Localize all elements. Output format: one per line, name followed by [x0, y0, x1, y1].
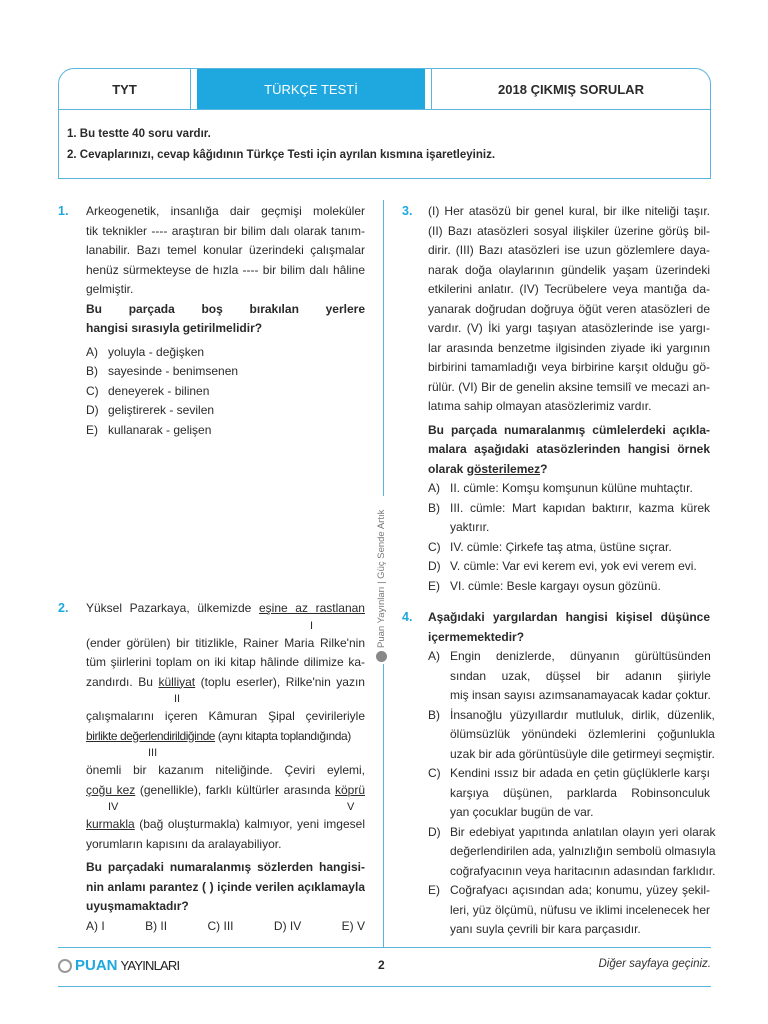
option-letter: A)	[86, 344, 98, 359]
text: Yüksel Pazarkaya, ülkemizde	[86, 601, 259, 615]
text: ?	[540, 461, 548, 476]
passage-line: latıma sahip olmayan atasözlerimiz vardır.	[428, 399, 652, 413]
logo-yayinlari: YAYINLARI	[120, 958, 180, 973]
question-stem: içermemektedir?	[428, 629, 525, 644]
option-letter: B)	[428, 500, 440, 515]
option-c[interactable]	[428, 538, 710, 558]
publisher-emblem-icon	[58, 959, 72, 973]
option-text	[108, 343, 365, 363]
footer-bottom-line	[58, 986, 711, 987]
puan-logo-icon	[376, 651, 387, 662]
option-e[interactable]	[428, 881, 710, 940]
passage-line: çalışmalarını içeren Kâmuran Şipal çevirileriyle	[86, 709, 365, 723]
underlined-phrase-5: köprü	[334, 782, 365, 797]
instructions	[59, 110, 710, 166]
option-line: coğrafyacının veya haritacının adasından farklıdır.	[450, 863, 716, 878]
passage-line	[86, 727, 365, 747]
option-text	[450, 557, 710, 577]
passage-line: rülür. (VI) Bir de genelin aksine temsilî ve mecazi an-	[428, 379, 710, 394]
option-text	[450, 577, 710, 597]
option-c[interactable]: C) III	[207, 918, 234, 933]
passage-line: tik teknikler ---- araştıran bir bilim dalı olarak tanım-	[86, 223, 365, 238]
option-letter: D)	[428, 824, 441, 839]
option-line: Bir edebiyat yapıtında anlatılan olayın yeri olarak	[450, 824, 716, 839]
passage-line: lar arasında benzetme ilgisinden ziyade iki yargının	[428, 340, 710, 355]
passage-line: narak doğa olaylarının gündelik yaşam üzerindeki	[428, 262, 710, 277]
option-a[interactable]	[428, 479, 710, 499]
passage-line: lanabilir. Bazı temel konular üzerindeki çalışmalar	[86, 243, 365, 257]
option-e[interactable]	[428, 577, 710, 597]
option-line: geliştirerek - sevilen	[108, 403, 215, 417]
option-d[interactable]	[428, 823, 716, 882]
passage-line: gelmiştir.	[86, 282, 134, 296]
option-e[interactable]	[86, 421, 365, 441]
question-2-number: 2.	[58, 601, 69, 615]
underlined-phrase-3: birlikte değerlendirildiğinde	[86, 728, 216, 743]
option-a[interactable]: A) I	[86, 918, 105, 933]
option-text	[450, 764, 710, 823]
option-text	[450, 881, 710, 940]
passage-line: henüz sürmekteyse de hızla ---- bir bilim dalı hâline	[86, 262, 365, 277]
question-2	[86, 599, 365, 936]
option-text	[450, 499, 710, 538]
option-line: miş insan sayısı azımsanamayacak kadar çoktur.	[450, 688, 711, 702]
option-letter: E)	[428, 578, 440, 593]
text: (bağ oluşturmakla) kalmıyor, yeni imgesel	[134, 817, 365, 831]
numeral-row	[86, 800, 365, 815]
underlined-phrase-4: çoğu kez	[86, 782, 136, 797]
question-stem: uyuşmamaktadır?	[86, 899, 189, 913]
question-stem: Bu parçada numaralanmış cümlelerdeki açıkla-	[428, 422, 710, 437]
option-line: yan çocuklar bugün de var.	[450, 805, 594, 819]
option-line: yanı suyla çevrili bir kara parçasıdır.	[450, 922, 641, 936]
passage-line: birbirini tamamladığı veya birbirine karşıt olduğu gö-	[428, 360, 710, 374]
question-stem	[428, 460, 710, 480]
passage-line: Arkeogenetik, insanlığa dair geçmişi moleküler	[86, 204, 365, 218]
passage-line: yanarak doğrudan doğruya öğüt veren atasözleri de	[428, 301, 710, 316]
option-line: VI. cümle: Besle kargayı oysun gözünü.	[450, 578, 661, 593]
option-letter: A)	[428, 649, 440, 663]
question-1	[86, 202, 365, 440]
test-header	[58, 68, 711, 179]
question-3-number: 3.	[402, 204, 413, 218]
option-letter: C)	[428, 539, 441, 554]
option-letter: B)	[428, 707, 440, 722]
option-text	[108, 421, 365, 441]
passage-line: etkilerini anlatır. (IV) Tecrübelere veya mantığa da-	[428, 282, 710, 296]
passage-line	[86, 673, 365, 693]
option-line: Coğrafyacı açısından ada; konumu, yüzey şekil-	[450, 883, 710, 897]
side-slogan-text: Puan Yayınları | Güç Sende Artık	[376, 509, 387, 648]
header-tabs	[59, 69, 710, 110]
option-line: II. cümle: Komşu komşunun külüne muhtaçtır.	[450, 481, 693, 495]
option-letter: C)	[86, 383, 99, 398]
option-e[interactable]: E) V	[341, 918, 365, 933]
question-4	[428, 608, 716, 940]
underlined-phrase-1: eşine az rastlanan	[258, 601, 365, 615]
passage-line: yorumların kapısını da aralayabiliyor.	[86, 836, 282, 851]
numeral-row	[86, 692, 365, 707]
option-a[interactable]	[428, 647, 710, 706]
option-letter: D)	[428, 559, 441, 573]
option-line: yoluyla - değişken	[108, 344, 205, 359]
option-letter: E)	[428, 883, 440, 897]
option-b[interactable]	[428, 499, 710, 538]
question-stem: Bu parçadaki numaralanmış sözlerden hangisi-	[86, 860, 365, 874]
footer-top-line	[58, 947, 711, 948]
option-b[interactable]	[428, 706, 715, 765]
numeral-i: I	[310, 619, 314, 632]
passage-line: vardır. (V) İki yargı taşıyan atasözlerinde ise yargı-	[428, 321, 710, 335]
text: (genellikle), farklı kültürler arasında	[135, 782, 335, 797]
option-text	[450, 647, 711, 706]
option-letter: B)	[86, 364, 98, 378]
passage-line: (I) Her atasözü bir genel kural, bir ilke niteliği taşır.	[428, 204, 710, 218]
question-stem: hangisi sırasıyla getirilmelidir?	[86, 321, 263, 335]
option-b[interactable]: B) II	[145, 918, 168, 933]
option-line: yaktırır.	[450, 520, 490, 534]
option-c[interactable]	[428, 764, 710, 823]
page-number: 2	[378, 958, 385, 972]
numeral-row	[86, 619, 365, 634]
option-text	[450, 823, 716, 882]
question-1-number: 1.	[58, 204, 69, 218]
passage-line: (II) Bazı atasözleri sosyal ilişkiler üzerine görüş bil-	[428, 223, 710, 238]
passage-line: önemli bir kazanım niteliğinde. Çeviri eylemi,	[86, 763, 365, 777]
instruction-2: 2. Cevaplarınızı, cevap kâğıdının Türkçe Testi için ayrılan kısmına işaretleyiniz.	[67, 149, 496, 161]
passage-line: tüm şiirlerini toplam on iki kitap hâlinde dilimize ka-	[86, 655, 365, 669]
option-line: Engin denizlerde, dünyanın gürültüsünden	[450, 649, 711, 663]
question-3	[428, 202, 710, 596]
numeral-iv: IV	[108, 801, 119, 813]
numeral-iii: III	[148, 747, 158, 759]
question-4-number: 4.	[402, 610, 413, 624]
option-line: IV. cümle: Çirkefe taş atma, üstüne sıçrar.	[450, 539, 672, 554]
option-a[interactable]	[86, 343, 365, 363]
option-text	[450, 706, 715, 765]
option-line: sından uzak, düşsel bir adanın şiiriyle	[450, 668, 711, 683]
underlined-phrase-2: külliyat	[158, 674, 196, 689]
option-line: V. cümle: Var evi kerem evi, yok evi verem evi.	[450, 559, 697, 573]
question-stem: Bu parçada boş bırakılan yerlere	[86, 301, 365, 316]
option-letter: E)	[86, 422, 98, 437]
option-c[interactable]	[86, 382, 365, 402]
passage-line	[86, 599, 365, 619]
passage-line	[86, 781, 365, 801]
option-line: Kendini ıssız bir adada en çetin güçlüklerle karşı	[450, 766, 710, 780]
option-line: sayesinde - benimsenen	[108, 364, 239, 378]
numeral-ii: II	[174, 693, 181, 705]
option-b[interactable]	[86, 362, 365, 382]
option-text	[108, 382, 365, 402]
option-d[interactable]: D) IV	[273, 918, 302, 933]
option-d[interactable]	[86, 401, 365, 421]
question-stem: nin anlamı parantez ( ) içinde verilen açıklamayla	[86, 879, 365, 894]
exam-type-label: TYT	[59, 69, 191, 109]
next-page-note: Diğer sayfaya geçiniz.	[598, 958, 711, 970]
option-line: karşıya düşünen, parklarda Robinsonculuk	[450, 785, 710, 800]
option-text	[108, 401, 365, 421]
underlined-phrase-5-cont: kurmakla	[86, 817, 135, 831]
answer-options	[86, 917, 365, 937]
option-text	[108, 362, 365, 382]
option-line: deneyerek - bilinen	[108, 383, 210, 398]
numeral-v: V	[347, 801, 355, 813]
option-letter: C)	[428, 766, 441, 780]
text: olarak	[428, 461, 467, 476]
option-d[interactable]	[428, 557, 710, 577]
publisher-logo	[58, 957, 179, 974]
text: zandırdı. Bu	[86, 674, 159, 689]
underlined-negation: gösterilemez	[466, 461, 541, 476]
test-title: TÜRKÇE TESTİ	[197, 69, 425, 109]
option-line: ölümsüzlük yönündeki özlemlerini çoğunlukla	[450, 727, 715, 741]
exam-year-label: 2018 ÇIKMIŞ SORULAR	[431, 69, 710, 109]
side-slogan	[376, 500, 390, 662]
option-letter: D)	[86, 403, 99, 417]
instruction-1: 1. Bu testte 40 soru vardır.	[67, 128, 211, 140]
option-line: III. cümle: Mart kapıdan baktırır, kazma kürek	[450, 500, 710, 515]
option-line: değerlendirilen ada, yalnızlığın sembolü olmasıyla	[450, 844, 716, 858]
question-stem: Aşağıdaki yargılardan hangisi kişisel düşünce	[428, 610, 710, 624]
option-letter: A)	[428, 481, 440, 495]
passage-line	[86, 815, 365, 835]
question-stem: malara aşağıdaki atasözlerinden hangisi örnek	[428, 442, 710, 456]
passage-line: dirir. (III) Bazı atasözleri ise uzun gözlemlere daya-	[428, 243, 710, 257]
column-divider	[383, 200, 384, 496]
text: (toplu eserler), Rilke'nin yazın	[195, 674, 365, 689]
option-text	[450, 479, 710, 499]
option-line: İnsanoğlu yüzyıllardır mutluluk, dirlik, düzenlik,	[450, 707, 715, 722]
logo-puan: PUAN	[75, 957, 118, 974]
option-line: leri, yüz ölçümü, nüfusu ve iklimi incelenecek her	[450, 902, 710, 917]
column-divider	[383, 664, 384, 948]
option-text	[450, 538, 710, 558]
numeral-row	[86, 746, 365, 761]
option-line: kullanarak - gelişen	[108, 422, 212, 437]
option-line: uzak bir ada görüntüsüyle dile getirmeyi seçmiştir.	[450, 746, 715, 761]
passage-line: (ender görülen) bir titizlikle, Rainer Maria Rilke'nin	[86, 635, 365, 650]
text: (aynı kitapta toplandığında)	[215, 728, 351, 743]
